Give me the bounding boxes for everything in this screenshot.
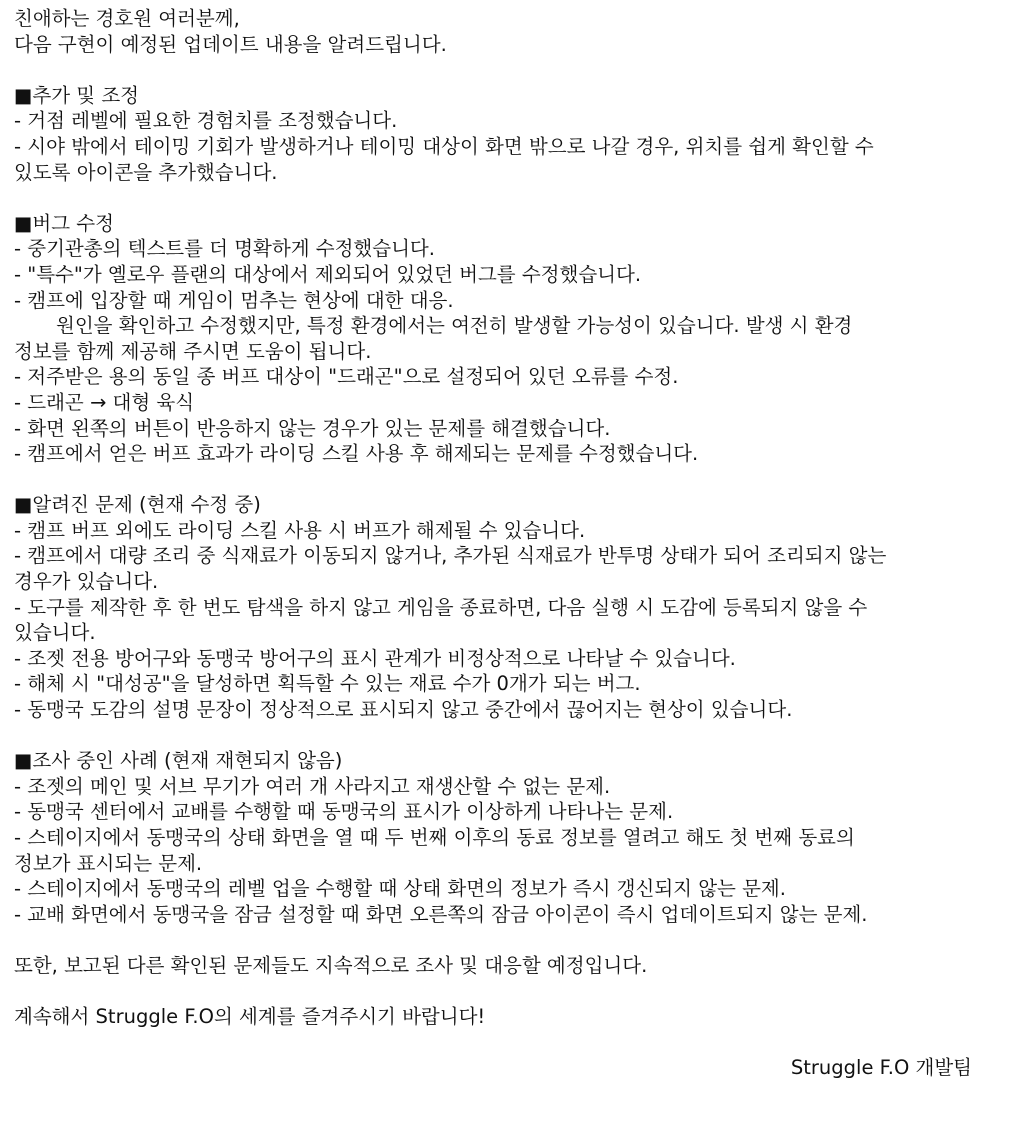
spacer: [14, 979, 999, 1005]
list-item: - 시야 밖에서 테이밍 기회가 발생하거나 테이밍 대상이 화면 밖으로 나갈 경우, 위치를 쉽게 확인할 수: [14, 134, 874, 158]
list-item: - 저주받은 용의 동일 종 버프 대상이 "드래곤"으로 설정되어 있던 오류를 수정.: [14, 365, 679, 389]
list-item: - 캠프 버프 외에도 라이딩 스킬 사용 시 버프가 해제될 수 있습니다.: [14, 518, 586, 542]
spacer: [14, 467, 999, 493]
list-item-continuation: 있습니다.: [14, 621, 96, 645]
list-item: - 조젯 전용 방어구와 동맹국 방어구의 표시 관계가 비정상적으로 나타날 수 있습니다.: [14, 646, 736, 670]
spacer: [14, 927, 999, 953]
closing-thanks: 계속해서 Struggle F.O의 세계를 즐겨주시기 바랍니다!: [14, 1005, 486, 1029]
list-item-continuation: 경우가 있습니다.: [14, 570, 159, 594]
closing-line: 또한, 보고된 다른 확인된 문제들도 지속적으로 조사 및 대응할 예정입니다.: [14, 953, 648, 977]
list-item-continuation: 정보를 함께 제공해 주시면 도움이 됩니다.: [14, 339, 372, 363]
intro-line: 다음 구현이 예정된 업데이트 내용을 알려드립니다.: [14, 32, 447, 56]
spacer: [14, 57, 999, 83]
spacer: [14, 1030, 999, 1056]
list-item: - 교배 화면에서 동맹국을 잠금 설정할 때 화면 오른쪽의 잠금 아이콘이 즉시 업데이트되지 않는 문제.: [14, 902, 868, 926]
list-item: - 동맹국 센터에서 교배를 수행할 때 동맹국의 표시가 이상하게 나타나는 문제.: [14, 800, 674, 824]
list-item-continuation: 정보가 표시되는 문제.: [14, 851, 203, 875]
spacer: [14, 185, 999, 211]
list-item: - 스테이지에서 동맹국의 상태 화면을 열 때 두 번째 이후의 동료 정보를 열려고 해도 첫 번째 동료의: [14, 826, 855, 849]
list-item: - 거점 레벨에 필요한 경험치를 조정했습니다.: [14, 109, 398, 133]
section-title-bugfixes: ■버그 수정: [14, 211, 114, 235]
list-item-continuation: 있도록 아이콘을 추가했습니다.: [14, 160, 278, 184]
greeting-line: 친애하는 경호원 여러분께,: [14, 7, 240, 30]
list-item: - "특수"가 옐로우 플랜의 대상에서 제외되어 있었던 버그를 수정했습니다.: [14, 262, 642, 286]
list-item: - 해체 시 "대성공"을 달성하면 획득할 수 있는 재료 수가 0개가 되는 버그.: [14, 672, 641, 696]
spacer: [14, 723, 999, 749]
list-item: - 캠프에 입장할 때 게임이 멈추는 현상에 대한 대응.: [14, 288, 454, 312]
list-item: - 중기관총의 텍스트를 더 명확하게 수정했습니다.: [14, 237, 435, 261]
list-item: - 동맹국 도감의 설명 문장이 정상적으로 표시되지 않고 중간에서 끊어지는 현상이 있습니다.: [14, 698, 793, 722]
list-item: - 도구를 제작한 후 한 번도 탐색을 하지 않고 게임을 종료하면, 다음 실행 시 도감에 등록되지 않을 수: [14, 595, 868, 619]
list-item: - 조젯의 메인 및 서브 무기가 여러 개 사라지고 재생산할 수 없는 문제.: [14, 774, 611, 798]
list-item: - 드래곤 → 대형 육식: [14, 390, 195, 414]
list-item: - 스테이지에서 동맹국의 레벨 업을 수행할 때 상태 화면의 정보가 즉시 갱신되지 않는 문제.: [14, 877, 786, 901]
list-item: - 캠프에서 대량 조리 중 식재료가 이동되지 않거나, 추가된 식재료가 반투명 상태가 되어 조리되지 않는: [14, 544, 887, 568]
list-item: - 화면 왼쪽의 버튼이 반응하지 않는 경우가 있는 문제를 해결했습니다.: [14, 416, 611, 440]
section-title-additions: ■추가 및 조정: [14, 83, 140, 107]
patch-notes-document: [14, 6, 999, 1081]
list-item-note: 원인을 확인하고 수정했지만, 특정 환경에서는 여전히 발생할 가능성이 있습니다. 발생 시 환경: [56, 314, 853, 338]
signature: Struggle F.O 개발팀: [790, 1056, 972, 1080]
list-item: - 캠프에서 얻은 버프 효과가 라이딩 스킬 사용 후 해제되는 문제를 수정했습니다.: [14, 442, 699, 466]
section-title-investigating: ■조사 중인 사례 (현재 재현되지 않음): [14, 749, 343, 773]
section-title-known-issues: ■알려진 문제 (현재 수정 중): [14, 493, 261, 517]
